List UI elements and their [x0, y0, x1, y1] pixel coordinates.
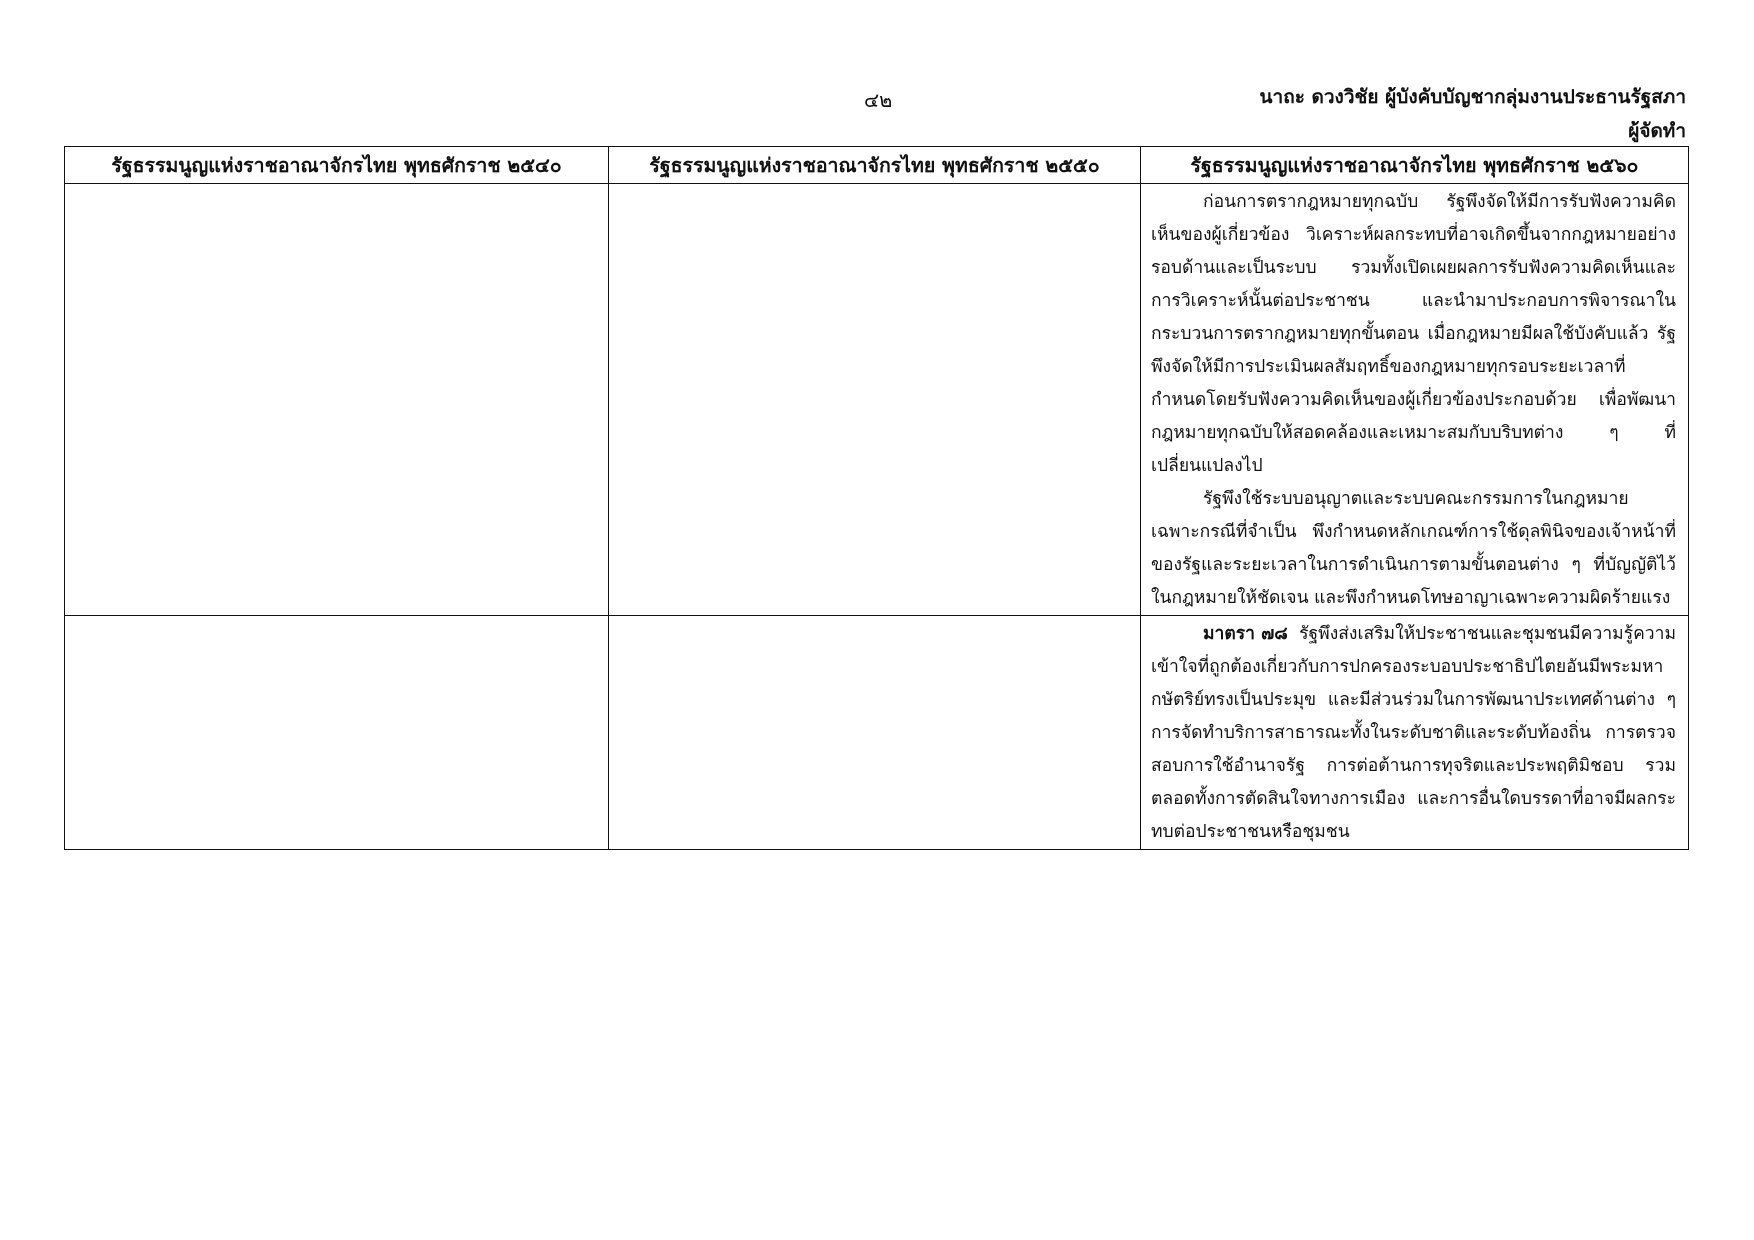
column-header-2560: รัฐธรรมนูญแห่งราชอาณาจักรไทย พุทธศักราช ๒๕๖๐	[1141, 147, 1689, 184]
table-header-row	[65, 147, 1689, 184]
cell-2550-row2	[609, 616, 1141, 850]
constitution-comparison-table	[64, 146, 1689, 850]
section-78-paragraph	[1151, 618, 1676, 849]
cell-2540-row1	[65, 184, 609, 616]
cell-2540-row2	[65, 616, 609, 850]
cell-2550-row1	[609, 184, 1141, 616]
page-number: ๔๒	[864, 88, 893, 112]
cell-2560-row2	[1141, 616, 1689, 850]
column-header-2540: รัฐธรรมนูญแห่งราชอาณาจักรไทย พุทธศักราช ๒๕๔๐	[65, 147, 609, 184]
section-78-label: มาตรา ๗๘	[1203, 624, 1288, 644]
cell-2560-row1	[1141, 184, 1689, 616]
paragraph-law-drafting-consultation: ก่อนการตรากฎหมายทุกฉบับ รัฐพึงจัดให้มีการรับฟังความคิดเห็นของผู้เกี่ยวข้อง วิเคราะห์ผลกระทบที่อาจเกิดขึ้นจากกฎหมายอย่างรอบด้านและเป็นระบบ รวมทั้งเปิดเผยผลการรับฟังความคิดเห็นและการวิเคราะห์นั้นต่อประชาชน และนำมาประกอบการพิจารณาในกระบวนการตรากฎหมายทุกขั้นตอน เมื่อกฎหมายมีผลใช้บังคับแล้ว รัฐพึงจัดให้มีการประเมินผลสัมฤทธิ์ของกฎหมายทุกรอบระยะเวลาที่กำหนดโดยรับฟังความคิดเห็นของผู้เกี่ยวข้องประกอบด้วย เพื่อพัฒนากฎหมายทุกฉบับให้สอดคล้องและเหมาะสมกับบริบทต่าง ๆ ที่เปลี่ยนแปลงไป	[1151, 192, 1676, 476]
section-78-text: รัฐพึงส่งเสริมให้ประชาชนและชุมชนมีความรู้ความเข้าใจที่ถูกต้องเกี่ยวกับการปกครองระบอบประชาธิปไตยอันมีพระมหากษัตริย์ทรงเป็นประมุข และมีส่วนร่วมในการพัฒนาประเทศด้านต่าง ๆ การจัดทำบริการสาธารณะทั้งในระดับชาติและระดับท้องถิ่น การตรวจสอบการใช้อำนาจรัฐ การต่อต้านการทุจริตและประพฤติมิชอบ รวมตลอดทั้งการตัดสินใจทางการเมือง และการอื่นใดบรรดาที่อาจมีผลกระทบต่อประชาชนหรือชุมชน	[1151, 624, 1676, 842]
table-row	[65, 184, 1689, 616]
table-row	[65, 616, 1689, 850]
preparer-name-title: นาถะ ดวงวิชัย ผู้บังคับบัญชากลุ่มงานประธานรัฐสภา	[1259, 86, 1686, 108]
paragraph-licensing-system: รัฐพึงใช้ระบบอนุญาตและระบบคณะกรรมการในกฎหมายเฉพาะกรณีที่จำเป็น พึงกำหนดหลักเกณฑ์การใช้ดุลพินิจของเจ้าหน้าที่ของรัฐและระยะเวลาในการดำเนินการตามขั้นตอนต่าง ๆ ที่บัญญัติไว้ในกฎหมายให้ชัดเจน และพึงกำหนดโทษอาญาเฉพาะความผิดร้ายแรง	[1151, 489, 1676, 608]
column-header-2550: รัฐธรรมนูญแห่งราชอาณาจักรไทย พุทธศักราช ๒๕๕๐	[609, 147, 1141, 184]
preparer-block	[1260, 80, 1686, 148]
preparer-role: ผู้จัดทำ	[1628, 120, 1686, 142]
